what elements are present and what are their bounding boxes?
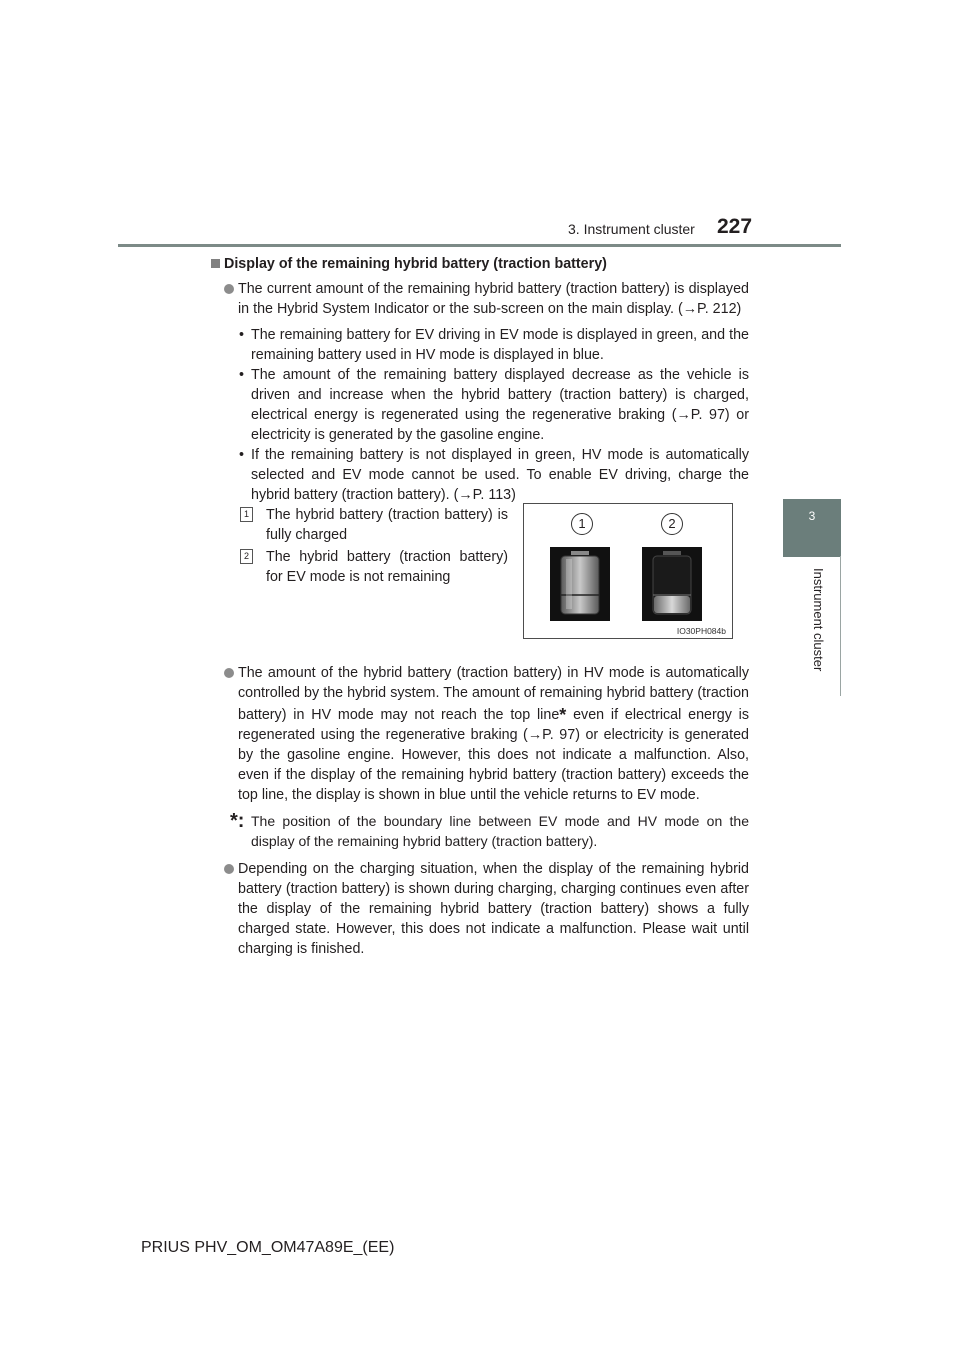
dot-icon: • <box>239 367 245 383</box>
figure-label-2: 2 <box>661 513 683 535</box>
callout-item <box>211 547 508 587</box>
bullet-item <box>211 279 749 319</box>
bullet-text-cont: even if electrical energy is regenerated using the regenerative braking (→P. 97) or electricity is generated by the gasoline engine. However, this does not indicate a malfunction. Also, even if the display of the remaining hybrid battery (traction battery) exceeds the top line, the display is shown in blue until the vehicle returns to EV mode. <box>238 707 749 803</box>
sub-bullet-text: If the remaining battery is not displayed in green, HV mode is automatically selected and EV mode cannot be used. To enable EV driving, charge the hybrid battery (traction battery). (→P. 113) <box>251 447 749 503</box>
dot-icon: • <box>239 447 245 463</box>
sub-bullet-item <box>211 325 749 365</box>
sub-bullet-item <box>211 365 749 445</box>
chapter-tab-line <box>840 556 841 696</box>
bullet-item <box>211 663 749 805</box>
section-heading-text: Display of the remaining hybrid battery (traction battery) <box>224 256 607 272</box>
dot-icon: • <box>239 327 245 343</box>
section-heading <box>211 254 749 274</box>
chapter-tab-number: 3 <box>808 509 816 523</box>
bullet-text: The amount of the hybrid battery (traction battery) in HV mode is automatically controlled by the hybrid system. The amount of remaining hybrid battery (traction battery) in HV mode may not reach the top line <box>238 665 749 723</box>
page-number: 227 <box>717 215 753 238</box>
footnote <box>211 811 749 851</box>
round-bullet-icon <box>224 284 234 294</box>
chapter-tab-title: Instrument cluster <box>811 568 826 672</box>
callout-item <box>211 505 508 545</box>
callout-text: The hybrid battery (traction battery) for EV mode is not remaining <box>266 549 508 585</box>
battery-empty-icon <box>642 547 702 621</box>
figure-label-1: 1 <box>571 513 593 535</box>
footnote-mark: *: <box>230 810 245 832</box>
sub-bullet-text: The remaining battery for EV driving in EV mode is displayed in green, and the remaining battery used in HV mode is displayed in blue. <box>251 327 749 363</box>
chapter-title: 3. Instrument cluster <box>568 221 695 237</box>
figure-code: IO30PH084b <box>676 626 726 636</box>
square-bullet-icon <box>211 259 220 268</box>
callout-number: 1 <box>240 507 253 522</box>
battery-illustrations <box>524 504 732 638</box>
bullet-item <box>211 859 749 959</box>
round-bullet-icon <box>224 668 234 678</box>
callout-number: 2 <box>240 549 253 564</box>
bullet-text: Depending on the charging situation, when the display of the remaining hybrid battery (traction battery) is shown during charging, charging continues even after the display of the remaining hybrid battery (traction battery) shows a fully charged state. However, this does not indicate a malfunction. Please wait until charging is finished. <box>238 861 749 957</box>
sub-bullet-text: The amount of the remaining battery displayed decrease as the vehicle is driven and increase when the hybrid battery (traction battery) is charged, electrical energy is regenerated using the regenerative braking (→P. 97) or electricity is generated by the gasoline engine. <box>251 367 749 443</box>
callout-text: The hybrid battery (traction battery) is fully charged <box>266 507 508 543</box>
round-bullet-icon <box>224 864 234 874</box>
battery-full-icon <box>550 547 610 621</box>
battery-figure <box>523 503 733 639</box>
footnote-text: The position of the boundary line between EV mode and HV mode on the display of the remaining hybrid battery (traction battery). <box>251 813 749 849</box>
header-rule <box>118 244 841 247</box>
footer-doc-id: PRIUS PHV_OM_OM47A89E_(EE) <box>141 1239 395 1256</box>
sub-bullet-item <box>211 445 749 505</box>
asterisk-mark: * <box>559 705 567 725</box>
bullet-text: The current amount of the remaining hybrid battery (traction battery) is displayed in the Hybrid System Indicator or the sub-screen on the main display. (→P. 212) <box>238 281 749 317</box>
chapter-tab <box>783 499 841 557</box>
